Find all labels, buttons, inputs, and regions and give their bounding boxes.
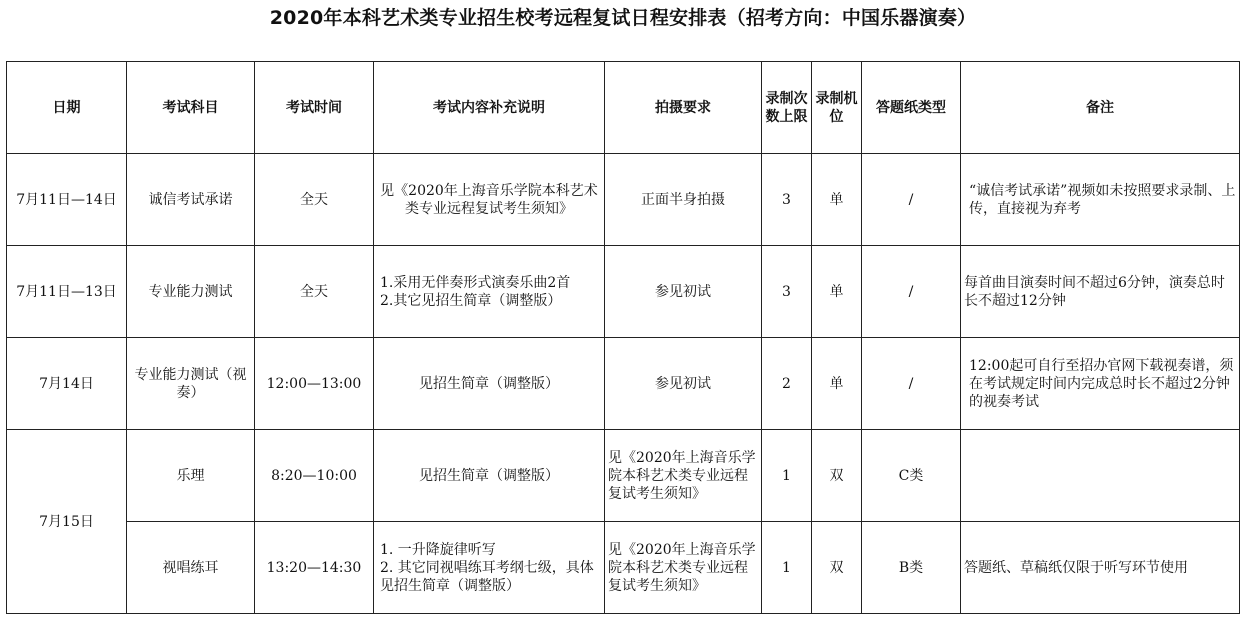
cell-subject: 乐理: [127, 430, 255, 522]
cell-shooting: 见《2020年上海音乐学院本科艺术类专业远程复试考生须知》: [605, 522, 762, 614]
cell-content: [374, 430, 605, 522]
cell-date: 7月11日—13日: [7, 246, 127, 338]
cell-remark: “诚信考试承诺”视频如未按照要求录制、上传，直接视为弃考: [961, 154, 1240, 246]
cell-content: [374, 522, 605, 614]
cell-paper: C类: [862, 430, 961, 522]
cell-subject: 诚信考试承诺: [127, 154, 255, 246]
cell-date: 7月15日: [7, 430, 127, 614]
cell-date: 7月11日—14日: [7, 154, 127, 246]
table-row: [7, 154, 1240, 246]
cell-subject: 视唱练耳: [127, 522, 255, 614]
cell-shooting: 参见初试: [605, 338, 762, 430]
cell-times-limit: 3: [762, 154, 812, 246]
cell-content: [374, 338, 605, 430]
table-row: [7, 246, 1240, 338]
header-times-limit: 录制次数上限: [762, 62, 812, 154]
content-line: 见招生简章（调整版）: [419, 375, 559, 392]
content-line: 见《2020年上海音乐学院本科艺术类专业远程复试考生须知》: [380, 182, 598, 217]
header-paper: 答题纸类型: [862, 62, 961, 154]
cell-time: 全天: [255, 246, 374, 338]
header-subject: 考试科目: [127, 62, 255, 154]
header-time: 考试时间: [255, 62, 374, 154]
cell-camera: 双: [812, 430, 862, 522]
cell-times-limit: 1: [762, 430, 812, 522]
header-shooting: 拍摄要求: [605, 62, 762, 154]
content-line: 1. 一升降旋律听写: [380, 541, 496, 558]
content-line: 1.采用无伴奏形式演奏乐曲2首: [380, 274, 571, 291]
content-line: 见招生简章（调整版）: [419, 467, 559, 484]
cell-camera: 单: [812, 154, 862, 246]
header-camera: 录制机位: [812, 62, 862, 154]
cell-shooting: 正面半身拍摄: [605, 154, 762, 246]
content-line: 2.其它见招生简章（调整版）: [380, 292, 562, 309]
cell-times-limit: 1: [762, 522, 812, 614]
cell-remark: 答题纸、草稿纸仅限于听写环节使用: [961, 522, 1240, 614]
cell-content: [374, 154, 605, 246]
content-line: 2. 其它同视唱练耳考纲七级，具体见招生简章（调整版）: [380, 559, 594, 594]
cell-camera: 双: [812, 522, 862, 614]
header-date: 日期: [7, 62, 127, 154]
cell-shooting: 见《2020年上海音乐学院本科艺术类专业远程复试考生须知》: [605, 430, 762, 522]
cell-camera: 单: [812, 338, 862, 430]
cell-subject: 专业能力测试: [127, 246, 255, 338]
cell-time: 8:20—10:00: [255, 430, 374, 522]
header-content: 考试内容补充说明: [374, 62, 605, 154]
cell-remark: 12:00起可自行至招办官网下载视奏谱，须在考试规定时间内完成总时长不超过2分钟的视奏考试: [961, 338, 1240, 430]
cell-paper: B类: [862, 522, 961, 614]
cell-paper: /: [862, 246, 961, 338]
cell-shooting: 参见初试: [605, 246, 762, 338]
cell-paper: /: [862, 154, 961, 246]
table-row: [7, 522, 1240, 614]
schedule-table: [6, 61, 1240, 614]
cell-paper: /: [862, 338, 961, 430]
page-title: 2020年本科艺术类专业招生校考远程复试日程安排表（招考方向：中国乐器演奏）: [269, 7, 977, 29]
cell-time: 12:00—13:00: [255, 338, 374, 430]
cell-remark: [961, 430, 1240, 522]
table-header-row: [7, 62, 1240, 154]
cell-times-limit: 3: [762, 246, 812, 338]
table-row: [7, 430, 1240, 522]
cell-camera: 单: [812, 246, 862, 338]
cell-subject: 专业能力测试（视奏）: [127, 338, 255, 430]
header-remark: 备注: [961, 62, 1240, 154]
cell-content: [374, 246, 605, 338]
cell-remark: 每首曲目演奏时间不超过6分钟，演奏总时长不超过12分钟: [961, 246, 1240, 338]
cell-times-limit: 2: [762, 338, 812, 430]
cell-date: 7月14日: [7, 338, 127, 430]
cell-time: 全天: [255, 154, 374, 246]
table-row: [7, 338, 1240, 430]
cell-time: 13:20—14:30: [255, 522, 374, 614]
